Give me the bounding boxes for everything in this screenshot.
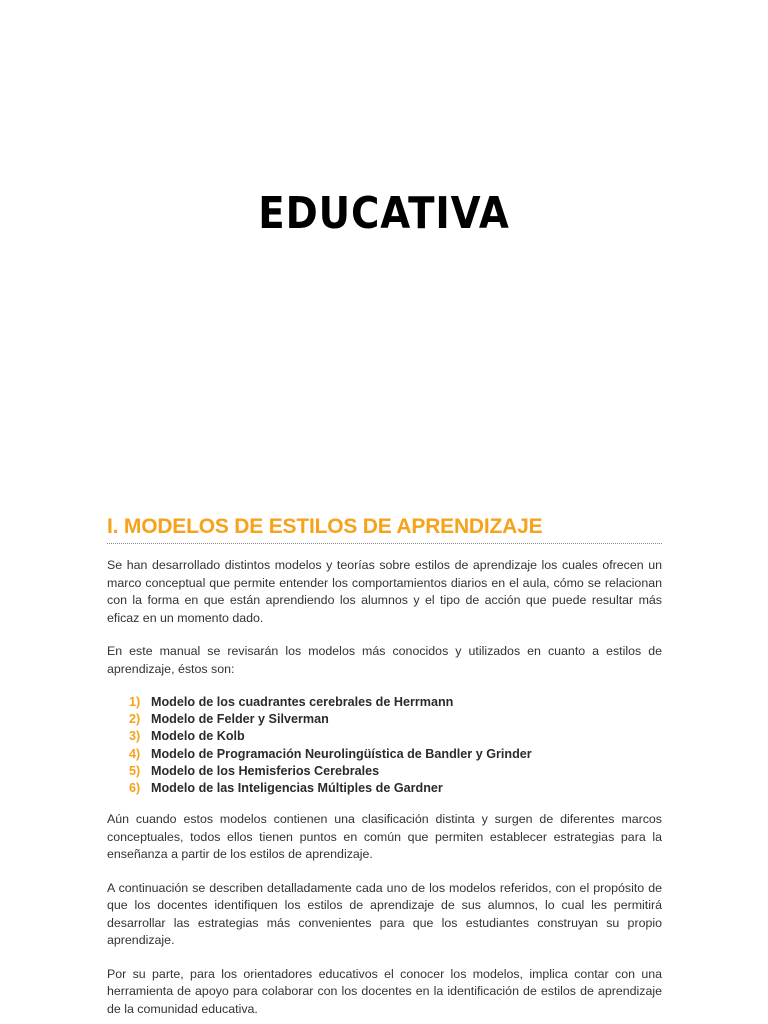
section-content: [107, 515, 662, 1018]
manual-paragraph: En este manual se revisarán los modelos más conocidos y utilizados en cuanto a estilos de aprendizaje, éstos son:: [107, 644, 662, 676]
list-item: [129, 780, 662, 797]
common-points-paragraph: Aún cuando estos modelos contienen una clasificación distinta y surgen de diferentes marcos conceptuales, todos ellos tienen puntos en común que permiten establecer estrategias para la enseñanza a partir de los estilos de aprendizaje.: [107, 812, 662, 862]
list-item-label: Modelo de los Hemisferios Cerebrales: [151, 763, 380, 778]
page-top-title: EDUCATIVA: [258, 188, 510, 239]
counselors-paragraph: Por su parte, para los orientadores educativos el conocer los modelos, implica contar con una herramienta de apoyo para colaborar con los docentes en la identificación de estilos de aprendizaje de la comunidad educativa.: [107, 966, 662, 1016]
intro-paragraph: Se han desarrollado distintos modelos y teorías sobre estilos de aprendizaje los cuales ofrecen un marco conceptual que permite entender los comportamientos diarios en el aula, cómo se relacionan con la forma en que están aprendiendo los alumnos y el tipo de acción que puede resultar más eficaz en un momento dado.: [107, 558, 662, 625]
list-item: [129, 694, 662, 711]
list-item-label: Modelo de Felder y Silverman: [151, 712, 329, 727]
list-item-number: 1): [129, 695, 141, 709]
list-item: [129, 728, 662, 745]
list-item-number: 6): [129, 781, 141, 796]
list-item-number: 2): [129, 712, 141, 727]
list-item-label: Modelo de las Inteligencias Múltiples de Gardner: [151, 781, 443, 796]
list-item: [129, 763, 662, 780]
section-heading: I. MODELOS DE ESTILOS DE APRENDIZAJE: [107, 515, 662, 544]
list-item-number: 5): [129, 763, 141, 778]
models-list: [129, 694, 662, 797]
description-paragraph: A continuación se describen detalladamente cada uno de los modelos referidos, con el propósito de que los docentes identifiquen los estilos de aprendizaje de sus alumnos, lo cual les permitirá desarrollar las estrategias más convenientes para que los estudiantes construyan su propio aprendizaje.: [107, 880, 662, 948]
list-item-number: 3): [129, 729, 141, 744]
list-item-label: Modelo de Kolb: [151, 729, 245, 744]
list-item: [129, 711, 662, 728]
list-item-label: Modelo de Programación Neurolingüística de Bandler y Grinder: [151, 746, 532, 761]
list-item: [129, 746, 662, 763]
list-item-number: 4): [129, 746, 141, 761]
list-item-label: Modelo de los cuadrantes cerebrales de Herrmann: [151, 695, 454, 709]
